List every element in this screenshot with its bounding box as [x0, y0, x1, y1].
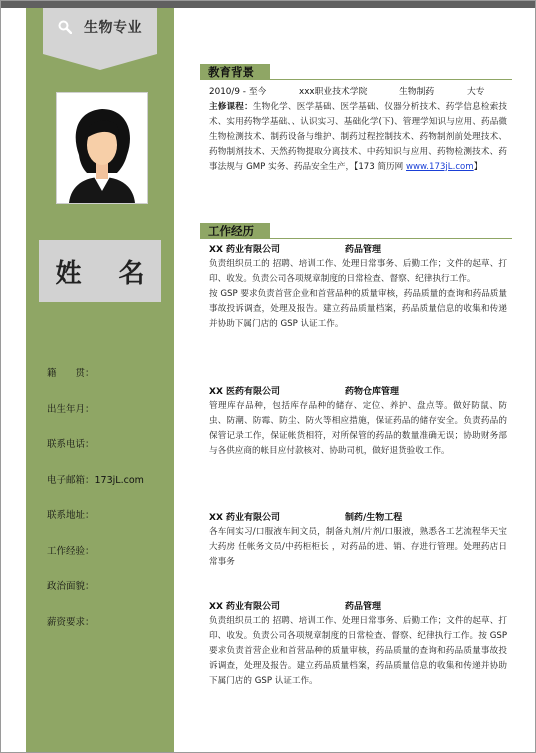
info-native-place: 籍 贯：: [47, 368, 95, 379]
job-description: 各车间实习/口服液车间文员，制备丸剂/片剂/口服液，熟悉各工艺流程华天宝大药房 任帐务文员/中药柜柜长 ，对药品的进、销、存进行管理。处理药店日常事务: [209, 527, 507, 567]
education-date: 2010/9 - 至今: [209, 87, 267, 97]
info-phone: 联系电话：: [47, 439, 95, 450]
top-bar: [0, 0, 536, 8]
avatar-illustration: [57, 93, 147, 203]
info-birth-date: 出生年月：: [47, 404, 95, 415]
job-title: 制药/生物工程: [345, 513, 403, 523]
education-row: [209, 84, 485, 97]
candidate-name: 姓 名: [55, 258, 159, 289]
job-title: 药物仓库管理: [345, 387, 400, 397]
search-icon: [58, 20, 72, 34]
experience-heading: 工作经历: [200, 223, 270, 239]
job-header: [209, 384, 400, 397]
job-title: 药品管理: [345, 245, 382, 255]
education-degree: 大专: [467, 87, 485, 97]
job-company: XX 药业有限公司: [209, 602, 281, 612]
job-company: XX 药业有限公司: [209, 245, 281, 255]
job-header: [209, 242, 382, 255]
job-title: 药品管理: [345, 602, 382, 612]
job-company: XX 医药有限公司: [209, 387, 281, 397]
resume-site-link[interactable]: www.173jL.com: [405, 161, 474, 172]
header-tab-point: [43, 54, 157, 70]
page-title: 生物专业: [84, 20, 142, 36]
name-box: [39, 240, 161, 302]
education-courses: 主修课程：生物化学、医学基础、医学基础、仪器分析技术、药学信息检索技术、实用药物学基础、、认识实习、基础化学(下)、管理学知识与应用、药品微生物检测技术、制药设备与维护、制药过程控制技术、药物制剂前处理技术、药物制剂技术、天然药物提取分离技术、中药知识与应用、药物检测技术、药事法规与 GMP 实务、药品安全生产，【173 简历网 www.173jL.com】: [209, 102, 507, 172]
info-political-status: 政治面貌：: [47, 581, 95, 592]
job-header: [209, 510, 403, 523]
job-company: XX 药业有限公司: [209, 513, 281, 523]
info-experience: 工作经验：: [47, 546, 95, 557]
job-description: 负责组织员工的 招聘、培训工作、处理日常事务、后勤工作；文件的起草、打印、收发。负责公司各项规章制度的日常检查、督察、纪律执行工作。按 GSP 要求负责首营企业和首营品种的质量审核，药品质量的查询和药品质量事故投诉调查，处理及报告。建立药品质量档案，药品质量信息的收集和传递并协助下属门店的 GSP 认证工作。: [209, 616, 507, 686]
experience-rule: [270, 238, 512, 239]
education-school: xxx职业技术学院: [299, 87, 368, 97]
education-heading: 教育背景: [200, 64, 270, 80]
info-email: 电子邮箱：173jL.com: [47, 475, 144, 486]
education-major: 生物制药: [399, 87, 435, 97]
info-address: 联系地址：: [47, 510, 95, 521]
info-salary: 薪资要求：: [47, 617, 95, 628]
avatar: [56, 92, 148, 204]
job-description: 负责组织员工的 招聘、培训工作、处理日常事务、后勤工作；文件的起草、打印、收发。负责公司各项规章制度的日常检查、督察、纪律执行工作。 按 GSP 要求负责首营企业和首营品种的质量审核，药品质量的查询和药品质量事故投诉调查，处理及报告。建立药品质量档案，药品质量信息的收集和传递并协助下属门店的 GSP 认证工作。: [209, 259, 507, 329]
job-header: [209, 599, 382, 612]
education-rule: [270, 79, 512, 80]
job-description: 管理库存品种，包括库存品种的储存、定位、养护、盘点等。做好防鼠、防虫、防潮、防霉、防尘、防火等相应措施，保证药品的储存安全。负责药品的保管记录工作，保证帐货相符，对所保管的药品的数量准确无误；协助财务部与各供应商的帐目应付款核对、协助司机，做好退货验收工作。: [209, 401, 507, 456]
